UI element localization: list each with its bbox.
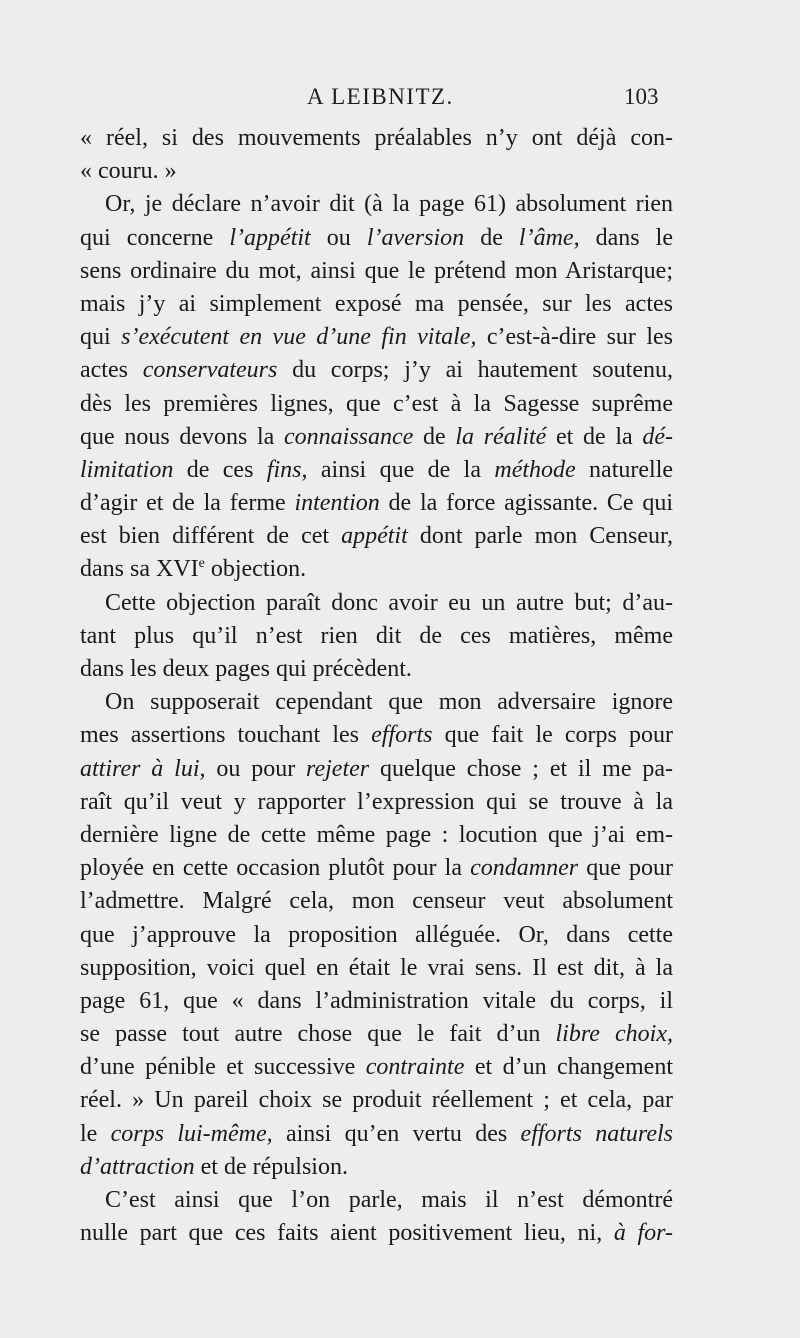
italic-text: l’aversion (366, 224, 465, 251)
italic-text: limitation (80, 456, 174, 483)
body-text (80, 122, 673, 1250)
page-header (0, 84, 800, 118)
text-line (80, 819, 673, 852)
text-line (80, 719, 673, 752)
text-run: dès les premières lignes, que c’est à la Sagesse suprême (80, 390, 673, 417)
text-line (80, 686, 673, 719)
text-line (80, 786, 673, 819)
text-line (80, 321, 673, 354)
text-line (80, 885, 673, 918)
italic-text: efforts naturels (520, 1120, 673, 1147)
text-run: réel. » Un pareil choix se produit réellement ; et cela, par (80, 1087, 673, 1114)
italic-text: s’exécutent en vue d’une fin vitale, (121, 324, 477, 351)
text-line (80, 553, 673, 586)
text-run: de (464, 224, 519, 251)
italic-text: méthode (494, 456, 576, 483)
text-run: et d’un changement (464, 1054, 673, 1081)
text-run: Cette objection paraît donc avoir eu un autre but; d’au- (105, 589, 673, 616)
text-line (80, 1217, 673, 1250)
text-run: On supposerait cependant que mon adversaire ignore (105, 689, 673, 716)
text-run: l’admettre. Malgré cela, mon censeur veut absolument (80, 888, 673, 915)
italic-text: conservateurs (142, 357, 278, 384)
italic-text: connaissance (284, 423, 414, 450)
text-run: qui (80, 324, 122, 351)
italic-text: la réalité (455, 423, 547, 450)
text-run: ainsi qu’en vertu des (272, 1120, 521, 1147)
text-run: dernière ligne de cette même page : locution que j’ai em- (80, 821, 673, 848)
text-line (80, 952, 673, 985)
text-run: mais j’y ai simplement exposé ma pensée, sur les actes (80, 290, 673, 317)
text-run: le (80, 1120, 111, 1147)
italic-text: appétit (341, 523, 408, 550)
text-run: que fait le corps pour (432, 722, 673, 749)
italic-text: l’âme, (518, 224, 580, 251)
text-line (80, 155, 673, 188)
text-line (80, 421, 673, 454)
text-line (80, 388, 673, 421)
text-line (80, 1184, 673, 1217)
text-run: nulle part que ces faits aient positivement lieu, ni, (80, 1220, 614, 1247)
text-run: c’est-à-dire sur les (476, 324, 673, 351)
text-line (80, 587, 673, 620)
text-line (80, 122, 673, 155)
text-run: que nous devons la (80, 423, 285, 450)
text-run: ainsi que de la (307, 456, 495, 483)
text-run: C’est ainsi que l’on parle, mais il n’est démontré (105, 1187, 673, 1213)
text-line (80, 985, 673, 1018)
text-line (80, 288, 673, 321)
text-run: actes (80, 357, 143, 384)
italic-text: rejeter (306, 755, 370, 782)
italic-text: à for- (613, 1220, 673, 1247)
text-run: Or, je déclare n’avoir dit (à la page 61) absolument rien (105, 191, 673, 218)
text-run: ployée en cette occasion plutôt pour la (80, 855, 471, 882)
text-run: est bien différent de cet (80, 523, 342, 550)
italic-text: contrainte (365, 1054, 465, 1081)
text-line (80, 753, 673, 786)
italic-text: condamner (470, 855, 579, 882)
italic-text: intention (294, 490, 380, 517)
text-run: dans les deux pages qui précèdent. (80, 656, 412, 682)
text-line (80, 1051, 673, 1084)
text-run: mes assertions touchant les (80, 722, 372, 749)
italic-text: dé- (642, 423, 673, 450)
text-line (80, 653, 673, 686)
italic-text: l’appétit (229, 224, 311, 251)
italic-text: attirer à lui, (80, 755, 206, 782)
text-run: d’agir et de la ferme (80, 490, 295, 517)
text-run: qui concerne (80, 224, 230, 251)
text-line (80, 919, 673, 952)
text-run: page 61, que « dans l’administration vitale du corps, il (80, 987, 673, 1014)
text-line (80, 620, 673, 653)
page-number: 103 (624, 84, 659, 109)
text-line (80, 454, 673, 487)
text-run: et de répulsion. (194, 1153, 348, 1180)
text-line (80, 1118, 673, 1151)
text-run: naturelle (575, 456, 674, 483)
text-line (80, 1084, 673, 1117)
text-run: de la force agissante. Ce qui (379, 490, 674, 517)
italic-text: libre choix, (555, 1021, 673, 1048)
text-line (80, 520, 673, 553)
text-run: du corps; j’y ai hautement soutenu, (277, 357, 673, 384)
text-run: de (413, 423, 456, 450)
italic-text: d’attraction (80, 1153, 195, 1180)
text-run: et de la (546, 423, 643, 450)
text-run: sens ordinaire du mot, ainsi que le prétend mon Aristarque; (80, 257, 673, 284)
text-run: se passe tout autre chose que le fait d’un (80, 1021, 556, 1048)
italic-text: corps lui-même, (110, 1120, 273, 1147)
text-run: dans sa XVI (80, 556, 199, 583)
text-run: ou pour (205, 755, 307, 782)
text-run: objection. (204, 556, 307, 583)
text-run: dans le (579, 224, 674, 251)
text-run: de ces (173, 456, 267, 483)
text-run: que j’approuve la proposition alléguée. Or, dans cette (80, 921, 673, 948)
superscript-text: e (198, 556, 205, 572)
text-line (80, 222, 673, 255)
text-run: ou (310, 224, 367, 251)
text-line (80, 852, 673, 885)
italic-text: fins, (266, 456, 308, 483)
text-run: raît qu’il veut y rapporter l’expression qui se trouve à la (80, 788, 673, 815)
text-line (80, 188, 673, 221)
text-run: dont parle mon Censeur, (407, 523, 673, 550)
text-line (80, 354, 673, 387)
italic-text: efforts (371, 722, 433, 749)
text-run: d’une pénible et successive (80, 1054, 366, 1081)
running-head: A LEIBNITZ. (307, 84, 454, 109)
text-run: que pour (578, 855, 673, 882)
text-run: supposition, voici quel en était le vrai sens. Il est dit, à la (80, 954, 673, 981)
text-line (80, 1018, 673, 1051)
text-run: « réel, si des mouvements préalables n’y ont déjà con- (80, 125, 673, 151)
text-line (80, 487, 673, 520)
text-line (80, 1151, 673, 1184)
text-run: quelque chose ; et il me pa- (369, 755, 673, 782)
text-run: tant plus qu’il n’est rien dit de ces matières, même (80, 622, 673, 649)
text-run: « couru. » (80, 158, 177, 185)
text-line (80, 255, 673, 288)
